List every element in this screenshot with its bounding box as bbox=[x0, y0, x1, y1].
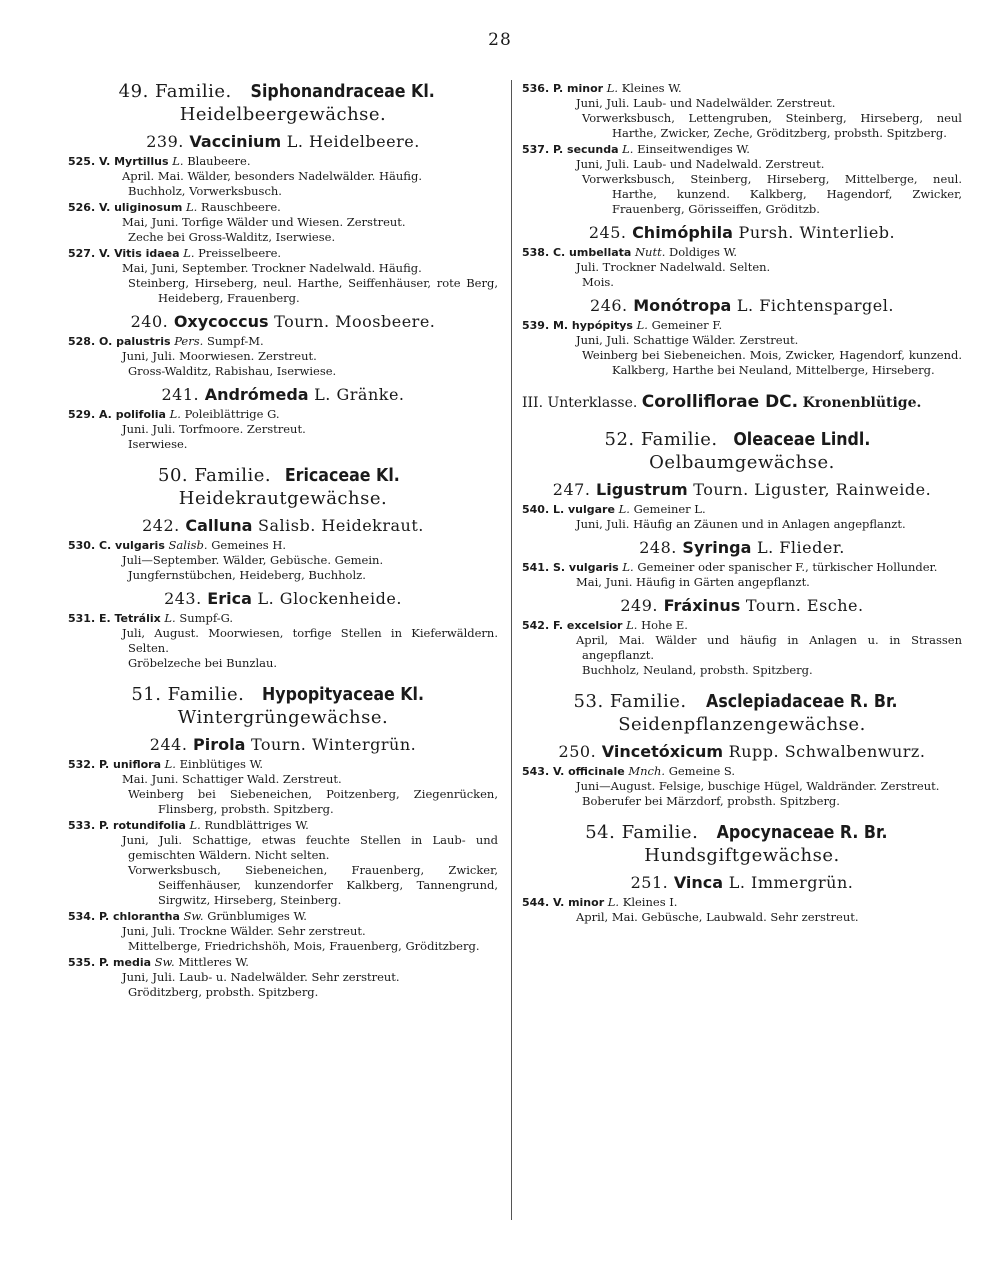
species-common-name: Kleines I. bbox=[622, 895, 678, 909]
family-number: 50. Familie. bbox=[158, 465, 272, 486]
genus-name: Fráxinus bbox=[663, 596, 741, 615]
genus-german: Winterlieb. bbox=[799, 223, 896, 242]
species-habitat: Juni, Juli. Laub- und Nadelwälder. Zerstreut. bbox=[576, 96, 836, 110]
genus-name: Vaccinium bbox=[189, 132, 282, 151]
genus-number: 250. bbox=[558, 742, 597, 761]
species-author: Sw. bbox=[183, 909, 204, 923]
species-localities: Mittelberge, Friedrichshöh, Mois, Frauenberg, Gröditzberg. bbox=[128, 939, 480, 953]
genus-german: Moosbeere. bbox=[335, 312, 436, 331]
species-name: 539. M. hypópitys bbox=[522, 319, 633, 332]
species-localities: Gross-Walditz, Rabishau, Iserwiese. bbox=[128, 364, 337, 378]
family-name: Ericaceae Kl. bbox=[285, 465, 401, 486]
genus-author: Pursh. bbox=[738, 223, 794, 242]
species-localities: Gröditzberg, probsth. Spitzberg. bbox=[128, 985, 319, 999]
genus-number: 248. bbox=[639, 538, 677, 557]
family-name: Oleaceae Lindl. bbox=[733, 429, 871, 450]
species-habitat: Juni, Juli. Schattige Wälder. Zerstreut. bbox=[576, 333, 799, 347]
genus-number: 247. bbox=[552, 480, 591, 499]
species-common-name: Hohe E. bbox=[641, 618, 688, 632]
species-habitat: Mai. Juni. Schattiger Wald. Zerstreut. bbox=[122, 772, 342, 786]
species-author: L. bbox=[606, 81, 619, 95]
genus-heading bbox=[68, 312, 498, 332]
species-habitat: Juli, August. Moorwiesen, torfige Stellen in Kieferwäldern. Selten. bbox=[122, 626, 498, 655]
species-name: 534. P. chlorantha bbox=[68, 910, 180, 923]
genus-author: Tourn. bbox=[250, 735, 307, 754]
species-author: L. bbox=[189, 818, 201, 832]
genus-name: Ligustrum bbox=[596, 480, 688, 499]
species-common-name: Gemeiner L. bbox=[633, 502, 706, 516]
family-heading bbox=[68, 80, 498, 126]
genus-name: Oxycoccus bbox=[173, 312, 269, 331]
species-localities: Buchholz, Neuland, probsth. Spitzberg. bbox=[582, 663, 813, 677]
genus-german: Heidelbeere. bbox=[309, 132, 420, 151]
species-author: L. bbox=[622, 142, 634, 156]
genus-heading bbox=[68, 132, 498, 152]
family-name: Apocynaceae R. Br. bbox=[716, 822, 888, 843]
species-habitat: Juli—September. Wälder, Gebüsche. Gemein. bbox=[122, 553, 384, 567]
species-common-name: Gemeine S. bbox=[668, 764, 736, 778]
genus-heading bbox=[68, 589, 498, 609]
species-name: 540. L. vulgare bbox=[522, 503, 615, 516]
species-localities: Zeche bei Gross-Walditz, Iserwiese. bbox=[128, 230, 336, 244]
species-entry bbox=[68, 538, 498, 583]
species-common-name: Grünblumiges W. bbox=[207, 909, 307, 923]
genus-name: Monótropa bbox=[633, 296, 732, 315]
species-entry bbox=[68, 955, 498, 1000]
species-name: 525. V. Myrtillus bbox=[68, 155, 169, 168]
species-author: L. bbox=[607, 895, 620, 909]
species-name: 532. P. uniflora bbox=[68, 758, 162, 771]
family-heading bbox=[68, 683, 498, 729]
page-number: 28 bbox=[488, 30, 512, 50]
species-habitat: Juli. Trockner Nadelwald. Selten. bbox=[576, 260, 771, 274]
species-habitat: Juni, Juli. Moorwiesen. Zerstreut. bbox=[122, 349, 317, 363]
genus-heading bbox=[522, 596, 962, 616]
species-common-name: Einblütiges W. bbox=[179, 757, 264, 771]
family-german: Hundsgiftgewächse. bbox=[644, 845, 840, 866]
family-german: Seidenpflanzengewächse. bbox=[618, 714, 866, 735]
genus-heading bbox=[522, 480, 962, 500]
right-column bbox=[522, 80, 962, 925]
species-common-name: Doldiges W. bbox=[669, 245, 738, 259]
species-common-name: Kleines W. bbox=[621, 81, 682, 95]
species-entry bbox=[68, 757, 498, 817]
species-entry bbox=[68, 154, 498, 199]
species-habitat: Mai, Juni, September. Trockner Nadelwald. Häufig. bbox=[122, 261, 422, 275]
species-name: 541. S. vulgaris bbox=[522, 561, 619, 574]
genus-author: Tourn. bbox=[745, 596, 802, 615]
species-author: Mnch. bbox=[628, 764, 666, 778]
species-localities: Weinberg bei Siebeneichen, Poitzenberg, Ziegenrücken, Flinsberg, probsth. Spitzberg. bbox=[128, 787, 498, 816]
species-entry bbox=[522, 560, 962, 590]
genus-heading bbox=[522, 223, 962, 243]
species-name: 542. F. excelsior bbox=[522, 619, 623, 632]
genus-author: Rupp. bbox=[728, 742, 780, 761]
genus-heading bbox=[522, 296, 962, 316]
species-name: 537. P. secunda bbox=[522, 143, 619, 156]
genus-author: L. bbox=[314, 385, 331, 404]
species-name: 530. C. vulgaris bbox=[68, 539, 165, 552]
species-author: L. bbox=[185, 200, 198, 214]
species-habitat: Juni, Juli. Schattige, etwas feuchte Stellen in Laub- und gemischten Wäldern. Nicht selten. bbox=[122, 833, 498, 862]
genus-heading bbox=[522, 742, 962, 762]
species-habitat: Juni, Juli. Laub- und Nadelwald. Zerstreut. bbox=[576, 157, 825, 171]
family-heading bbox=[68, 464, 498, 510]
family-number: 49. Familie. bbox=[118, 81, 232, 102]
genus-heading bbox=[68, 516, 498, 536]
species-name: 526. V. uliginosum bbox=[68, 201, 183, 214]
species-entry bbox=[522, 502, 962, 532]
species-common-name: Rauschbeere. bbox=[200, 200, 281, 214]
genus-german: Fichtenspargel. bbox=[759, 296, 894, 315]
species-localities: Iserwiese. bbox=[128, 437, 188, 451]
genus-name: Vinca bbox=[673, 873, 724, 892]
species-common-name: Gemeines H. bbox=[211, 538, 287, 552]
species-common-name: Preisselbeere. bbox=[198, 246, 282, 260]
column-divider bbox=[511, 80, 512, 1220]
family-german: Heidelbeergewächse. bbox=[179, 104, 387, 125]
species-name: 535. P. media bbox=[68, 956, 152, 969]
genus-number: 243. bbox=[164, 589, 202, 608]
species-localities: Weinberg bei Siebeneichen. Mois, Zwicker, Hagendorf, kunzend. Kalkberg, Harthe bei Neuland, Mittelberge, Hirseberg. bbox=[582, 348, 962, 377]
genus-heading bbox=[68, 735, 498, 755]
genus-number: 245. bbox=[588, 223, 627, 242]
species-author: L. bbox=[626, 618, 638, 632]
species-author: Sw. bbox=[154, 955, 175, 969]
genus-number: 241. bbox=[161, 385, 200, 404]
species-localities: Gröbelzeche bei Bunzlau. bbox=[128, 656, 278, 670]
genus-number: 249. bbox=[620, 596, 658, 615]
species-author: L. bbox=[622, 560, 634, 574]
species-name: 533. P. rotundifolia bbox=[68, 819, 186, 832]
genus-german: Immergrün. bbox=[751, 873, 854, 892]
species-habitat: Juni, Juli. Häufig an Zäunen und in Anlagen angepflanzt. bbox=[576, 517, 906, 531]
species-habitat: April, Mai. Wälder und häufig in Anlagen u. in Strassen angepflanzt. bbox=[576, 633, 962, 662]
species-name: 544. V. minor bbox=[522, 896, 605, 909]
species-name: 543. V. officinale bbox=[522, 765, 625, 778]
species-entry bbox=[68, 200, 498, 245]
species-name: 538. C. umbellata bbox=[522, 246, 632, 259]
genus-name: Chimóphila bbox=[632, 223, 733, 242]
family-heading bbox=[522, 821, 962, 867]
genus-name: Calluna bbox=[185, 516, 253, 535]
species-entry bbox=[522, 81, 962, 141]
genus-number: 242. bbox=[142, 516, 180, 535]
species-common-name: Mittleres W. bbox=[178, 955, 249, 969]
species-entry bbox=[68, 407, 498, 452]
species-author: L. bbox=[164, 611, 176, 625]
genus-number: 240. bbox=[130, 312, 169, 331]
species-entry bbox=[522, 318, 962, 378]
species-author: Nutt. bbox=[634, 245, 666, 259]
species-localities: Mois. bbox=[582, 275, 614, 289]
species-entry bbox=[522, 245, 962, 290]
species-habitat: Juni. Juli. Torfmoore. Zerstreut. bbox=[122, 422, 306, 436]
genus-name: Vincetóxicum bbox=[601, 742, 724, 761]
species-habitat: Mai, Juni. Torfige Wälder und Wiesen. Zerstreut. bbox=[122, 215, 406, 229]
species-entry bbox=[68, 909, 498, 954]
species-entry bbox=[68, 611, 498, 671]
subclass-number: III. Unterklasse. bbox=[522, 395, 638, 411]
genus-author: L. bbox=[728, 873, 746, 892]
genus-heading bbox=[522, 538, 962, 558]
species-habitat: Juni, Juli. Trockne Wälder. Sehr zerstreut. bbox=[122, 924, 366, 938]
genus-name: Syringa bbox=[682, 538, 752, 557]
genus-number: 239. bbox=[146, 132, 184, 151]
genus-number: 244. bbox=[149, 735, 188, 754]
species-habitat: Mai, Juni. Häufig in Gärten angepflanzt. bbox=[576, 575, 810, 589]
family-german: Oelbaumgewächse. bbox=[649, 452, 835, 473]
genus-german: Wintergrün. bbox=[311, 735, 417, 754]
species-common-name: Sumpf-M. bbox=[206, 334, 264, 348]
family-name: Siphonandraceae Kl. bbox=[250, 81, 435, 102]
species-entry bbox=[522, 618, 962, 678]
species-habitat: Juni, Juli. Laub- u. Nadelwälder. Sehr zerstreut. bbox=[122, 970, 400, 984]
species-common-name: Rundblättriges W. bbox=[204, 818, 309, 832]
species-entry bbox=[68, 246, 498, 306]
genus-author: L. bbox=[756, 538, 774, 557]
genus-author: Tourn. bbox=[693, 480, 749, 499]
family-number: 53. Familie. bbox=[573, 691, 687, 712]
species-localities: Buchholz, Vorwerksbusch. bbox=[128, 184, 282, 198]
species-common-name: Sumpf-G. bbox=[179, 611, 234, 625]
genus-german: Flieder. bbox=[779, 538, 845, 557]
species-name: 536. P. minor bbox=[522, 82, 604, 95]
genus-author: Salisb. bbox=[258, 516, 316, 535]
family-number: 54. Familie. bbox=[585, 822, 699, 843]
subclass-german: Kronenblütige. bbox=[802, 395, 922, 411]
species-author: Pers. bbox=[174, 334, 204, 348]
species-common-name: Blaubeere. bbox=[187, 154, 251, 168]
genus-german: Glockenheide. bbox=[279, 589, 402, 608]
genus-german: Gränke. bbox=[336, 385, 405, 404]
species-entry bbox=[522, 764, 962, 809]
subclass-name: Corolliflorae DC. bbox=[641, 392, 799, 412]
family-number: 51. Familie. bbox=[131, 684, 245, 705]
species-name: 531. E. Tetrálix bbox=[68, 612, 161, 625]
species-habitat: April. Mai. Wälder, besonders Nadelwälder. Häufig. bbox=[122, 169, 422, 183]
family-number: 52. Familie. bbox=[604, 429, 718, 450]
family-heading bbox=[522, 428, 962, 474]
species-name: 528. O. palustris bbox=[68, 335, 171, 348]
species-localities: Boberufer bei Märzdorf, probsth. Spitzberg. bbox=[582, 794, 840, 808]
genus-german: Schwalbenwurz. bbox=[784, 742, 926, 761]
species-name: 529. A. polifolia bbox=[68, 408, 166, 421]
genus-heading bbox=[68, 385, 498, 405]
species-name: 527. V. Vitis idaea bbox=[68, 247, 180, 260]
species-localities: Vorwerksbusch, Steinberg, Hirseberg, Mittelberge, neul. Harthe, kunzend. Kalkberg, Hagendorf, Zwicker, Frauenberg, Görisseiffen, Gröditzb. bbox=[582, 172, 962, 216]
genus-german: Liguster, Rainweide. bbox=[754, 480, 932, 499]
genus-author: L. bbox=[736, 296, 754, 315]
family-german: Heidekrautgewächse. bbox=[178, 488, 388, 509]
species-author: L. bbox=[172, 154, 184, 168]
species-author: L. bbox=[618, 502, 630, 516]
species-author: L. bbox=[183, 246, 195, 260]
family-name: Hypopityaceae Kl. bbox=[261, 684, 424, 705]
family-name: Asclepiadaceae R. Br. bbox=[705, 691, 898, 712]
genus-german: Esche. bbox=[806, 596, 864, 615]
species-common-name: Einseitwendiges W. bbox=[637, 142, 750, 156]
genus-name: Erica bbox=[207, 589, 252, 608]
genus-number: 246. bbox=[590, 296, 628, 315]
species-localities: Steinberg, Hirseberg, neul. Harthe, Seiffenhäuser, rote Berg, Heideberg, Frauenberg. bbox=[128, 276, 498, 305]
genus-heading bbox=[522, 873, 962, 893]
genus-name: Pirola bbox=[193, 735, 246, 754]
subclass-heading bbox=[522, 394, 962, 412]
genus-author: L. bbox=[286, 132, 304, 151]
species-habitat: April, Mai. Gebüsche, Laubwald. Sehr zerstreut. bbox=[576, 910, 859, 924]
species-entry bbox=[522, 142, 962, 217]
species-localities: Vorwerksbusch, Lettengruben, Steinberg, Hirseberg, neul Harthe, Zwicker, Zeche, Gröditzberg, probsth. Spitzberg. bbox=[582, 111, 962, 140]
species-habitat: Juni—August. Felsige, buschige Hügel, Waldränder. Zerstreut. bbox=[576, 779, 940, 793]
species-entry bbox=[68, 818, 498, 908]
genus-german: Heidekraut. bbox=[321, 516, 424, 535]
genus-author: L. bbox=[257, 589, 275, 608]
species-localities: Jungfernstübchen, Heideberg, Buchholz. bbox=[128, 568, 366, 582]
species-common-name: Poleiblättrige G. bbox=[184, 407, 280, 421]
species-common-name: Gemeiner oder spanischer F., türkischer Hollunder. bbox=[637, 560, 938, 574]
family-heading bbox=[522, 690, 962, 736]
species-entry bbox=[68, 334, 498, 379]
species-common-name: Gemeiner F. bbox=[651, 318, 723, 332]
left-column bbox=[68, 80, 498, 1000]
family-german: Wintergrüngewächse. bbox=[177, 707, 389, 728]
species-author: Salisb. bbox=[168, 538, 208, 552]
genus-author: Tourn. bbox=[274, 312, 330, 331]
species-entry bbox=[522, 895, 962, 925]
species-author: L. bbox=[169, 407, 181, 421]
species-author: L. bbox=[164, 757, 176, 771]
species-localities: Vorwerksbusch, Siebeneichen, Frauenberg, Zwicker, Seiffenhäuser, kunzendorfer Kalkberg, Tannengrund, Sirgwitz, Hirseberg, Steinberg. bbox=[128, 863, 498, 907]
genus-number: 251. bbox=[630, 873, 669, 892]
genus-name: Andrómeda bbox=[204, 385, 309, 404]
species-author: L. bbox=[636, 318, 648, 332]
